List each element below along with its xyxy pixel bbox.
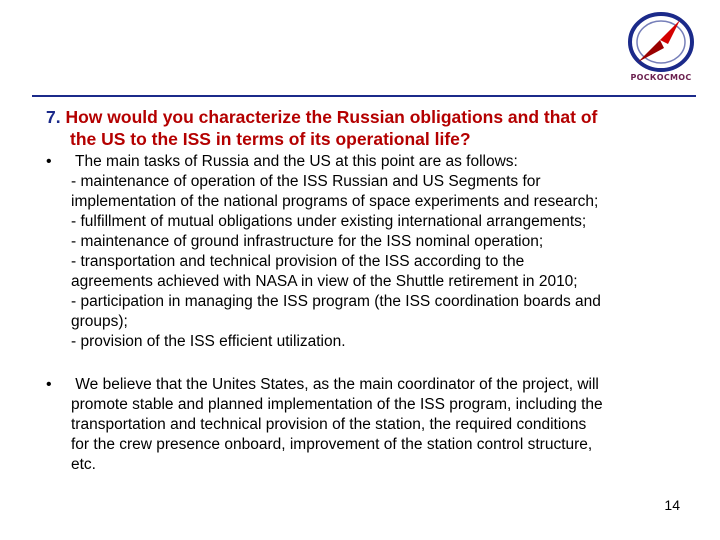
bullet-2-line: We believe that the Unites States, as the main coordinator of the project, will <box>71 376 599 393</box>
bullet-1-line: agreements achieved with NASA in view of the Shuttle retirement in 2010; <box>71 273 578 290</box>
roscosmos-emblem-icon <box>624 10 698 74</box>
bullet-2-line: etc. <box>71 456 96 473</box>
roscosmos-logo <box>624 10 698 90</box>
bullet-1-line: - participation in managing the ISS program (the ISS coordination boards and <box>71 293 601 310</box>
bullet-1-line: implementation of the national programs of space experiments and research; <box>71 193 599 210</box>
bullet-1-line: - maintenance of operation of the ISS Russian and US Segments for <box>71 173 541 190</box>
question-number: 7. <box>46 107 61 127</box>
bullet-2-line: transportation and technical provision of the station, the required conditions <box>71 416 587 433</box>
bullet-1-line: - maintenance of ground infrastructure for the ISS nominal operation; <box>71 233 544 250</box>
question-line-1: 7. How would you characterize the Russian obligations and that of <box>46 107 598 127</box>
bullet-1-text <box>71 152 696 352</box>
bullet-1-line: - fulfillment of mutual obligations under existing international arrangements; <box>71 213 587 230</box>
bullet-2-marker: • <box>46 376 52 393</box>
header-rule <box>32 95 696 97</box>
bullet-2-line: promote stable and planned implementation of the ISS program, including the <box>71 396 603 413</box>
bullet-1-marker: • <box>46 153 52 170</box>
bullet-2-text <box>71 375 696 475</box>
bullet-1-line: - provision of the ISS efficient utilization. <box>71 333 346 350</box>
logo-text: РОСКОСМОС <box>630 73 692 82</box>
bullet-2-line: for the crew presence onboard, improvement of the station control structure, <box>71 436 593 453</box>
bullet-1-line: The main tasks of Russia and the US at this point are as follows: <box>71 153 518 170</box>
question-line-2: the US to the ISS in terms of its operational life? <box>70 129 471 149</box>
page-number: 14 <box>664 497 680 513</box>
bullet-1-line: - transportation and technical provision of the ISS according to the <box>71 253 525 270</box>
question-heading <box>46 106 686 150</box>
bullet-1-line: groups); <box>71 313 128 330</box>
